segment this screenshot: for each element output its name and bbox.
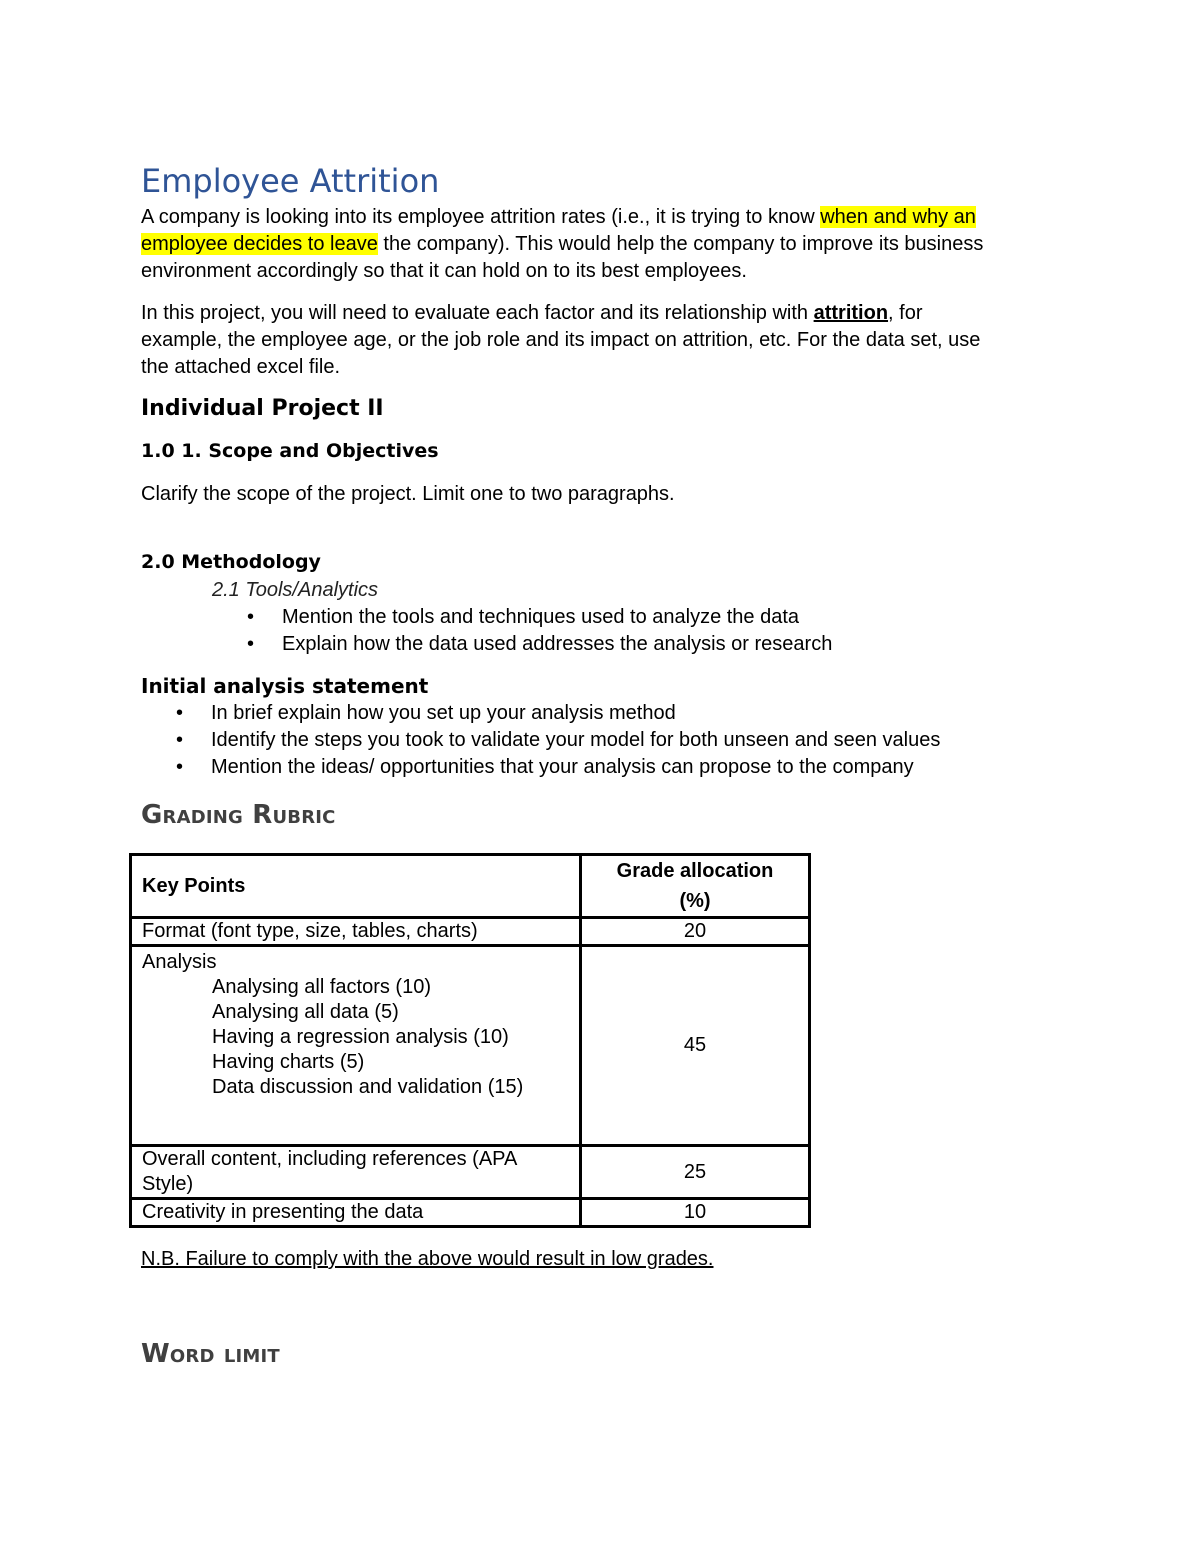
bullet-icon: • — [247, 606, 255, 628]
heading-scope: 1.0 1. Scope and Objectives — [141, 440, 439, 462]
project-line1: In this project, you will need to evaluate each factor and its relationship with — [141, 302, 814, 324]
header-grade-allocation: Grade allocation (%) — [581, 855, 810, 918]
project-line1-end: , for — [888, 302, 923, 324]
header-key-points: Key Points — [131, 855, 581, 918]
intro-paragraph — [141, 204, 983, 285]
heading-initial-analysis: Initial analysis statement — [141, 674, 429, 698]
scope-text: Clarify the scope of the project. Limit one to two paragraphs. — [141, 483, 675, 505]
intro-line1: A company is looking into its employee attrition rates (i.e., it is trying to know — [141, 206, 821, 228]
intro-line3: environment accordingly so that it can hold on to its best employees. — [141, 260, 747, 282]
project-line2: example, the employee age, or the job role and its impact on attrition, etc. For the data set, use — [141, 329, 981, 351]
table-row: Creativity in presenting the data 10 — [131, 1199, 810, 1227]
heading-methodology: 2.0 Methodology — [141, 551, 321, 573]
table-row: Overall content, including references (APA Style) 25 — [131, 1146, 810, 1199]
bullet-icon: • — [176, 702, 184, 724]
document-title: Employee Attrition — [141, 162, 440, 200]
project-paragraph — [141, 300, 980, 381]
intro-highlight-2: employee decides to leave — [141, 233, 378, 255]
intro-line2: the company). This would help the company to improve its business — [377, 233, 984, 255]
table-header-row — [131, 855, 810, 918]
subheading-tools: 2.1 Tools/Analytics — [212, 579, 379, 601]
project-line3: the attached excel file. — [141, 356, 341, 378]
table-row: Analysis Analysing all factors (10) Analysing all data (5) Having a regression analysis (10) Having charts (5) Data discussion and validation (15) 45 — [131, 946, 810, 1146]
grading-rubric-table — [129, 853, 811, 1228]
heading-individual-project: Individual Project II — [141, 396, 384, 421]
nb-note: N.B. Failure to comply with the above would result in low grades. — [141, 1248, 714, 1270]
table-row: Format (font type, size, tables, charts) 20 — [131, 918, 810, 946]
attrition-keyword: attrition — [813, 302, 889, 324]
heading-grading-rubric: Grading Rubric — [141, 800, 336, 830]
bullet-icon: • — [247, 633, 255, 655]
intro-highlight-1: when and why an — [820, 206, 976, 228]
bullet-icon: • — [176, 729, 184, 751]
heading-word-limit: Word limit — [141, 1339, 280, 1369]
bullet-icon: • — [176, 756, 184, 778]
